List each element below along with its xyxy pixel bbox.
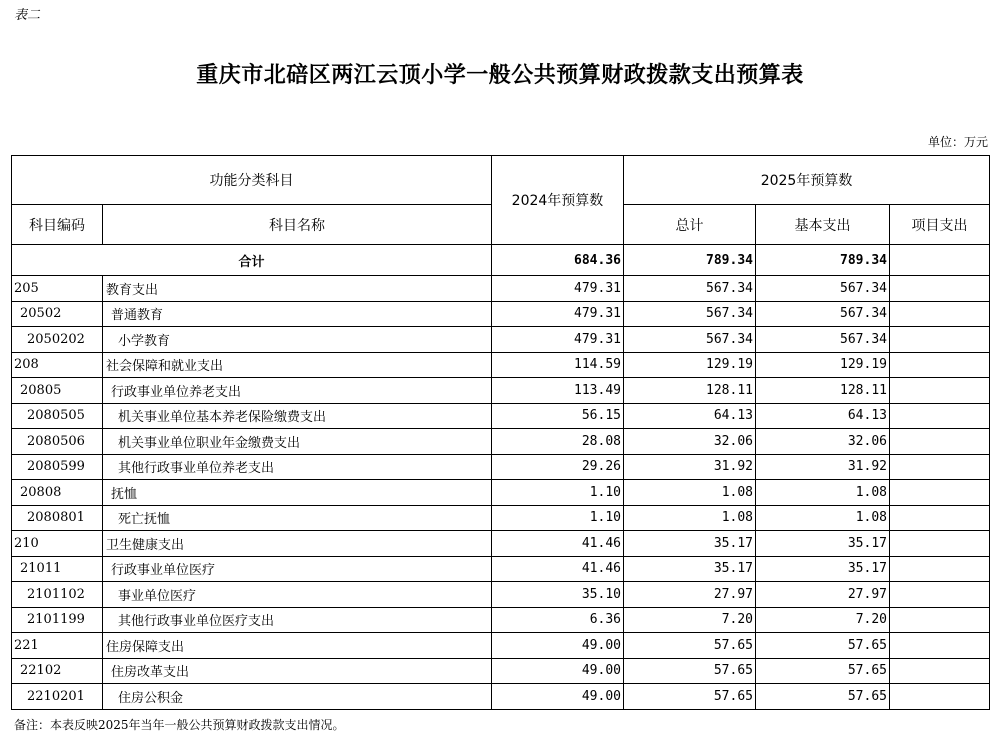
row-basic: 567.34: [756, 327, 890, 353]
row-code: 205: [12, 276, 103, 302]
row-total: 35.17: [624, 556, 756, 582]
total-label: 合计: [12, 245, 492, 276]
row-total: 567.34: [624, 301, 756, 327]
table-row: [12, 607, 990, 633]
row-code: 2210201: [12, 684, 103, 710]
row-code: 2080599: [12, 454, 103, 480]
row-name: 机关事业单位基本养老保险缴费支出: [103, 403, 492, 429]
row-total: 57.65: [624, 633, 756, 659]
table-row: [12, 301, 990, 327]
table-row: [12, 378, 990, 404]
table-row: [12, 531, 990, 557]
row-b2024: 479.31: [492, 276, 624, 302]
row-basic: 567.34: [756, 276, 890, 302]
row-total: 32.06: [624, 429, 756, 455]
row-total: 64.13: [624, 403, 756, 429]
total-b2024: 684.36: [492, 245, 624, 276]
row-basic: 1.08: [756, 480, 890, 506]
row-name: 机关事业单位职业年金缴费支出: [103, 429, 492, 455]
header-basic: 基本支出: [756, 205, 890, 245]
header-code: 科目编码: [12, 205, 103, 245]
row-b2024: 479.31: [492, 327, 624, 353]
row-name: 住房改革支出: [103, 658, 492, 684]
row-b2024: 29.26: [492, 454, 624, 480]
row-project: [890, 301, 990, 327]
row-code: 2101102: [12, 582, 103, 608]
row-basic: 7.20: [756, 607, 890, 633]
row-total: 35.17: [624, 531, 756, 557]
row-total: 567.34: [624, 327, 756, 353]
table-row: [12, 633, 990, 659]
row-b2024: 6.36: [492, 607, 624, 633]
row-name: 其他行政事业单位养老支出: [103, 454, 492, 480]
row-code: 21011: [12, 556, 103, 582]
row-b2024: 479.31: [492, 301, 624, 327]
row-b2024: 28.08: [492, 429, 624, 455]
header-function-category: 功能分类科目: [12, 156, 492, 205]
row-b2024: 49.00: [492, 633, 624, 659]
row-code: 210: [12, 531, 103, 557]
row-name: 行政事业单位养老支出: [103, 378, 492, 404]
row-total: 128.11: [624, 378, 756, 404]
total-total: 789.34: [624, 245, 756, 276]
row-code: 20808: [12, 480, 103, 506]
row-code: 2080801: [12, 505, 103, 531]
row-name: 行政事业单位医疗: [103, 556, 492, 582]
row-b2024: 41.46: [492, 556, 624, 582]
row-project: [890, 454, 990, 480]
row-basic: 567.34: [756, 301, 890, 327]
row-name: 教育支出: [103, 276, 492, 302]
table-row: [12, 276, 990, 302]
row-project: [890, 403, 990, 429]
header-name: 科目名称: [103, 205, 492, 245]
table-row: [12, 480, 990, 506]
row-project: [890, 556, 990, 582]
row-total: 1.08: [624, 505, 756, 531]
row-project: [890, 505, 990, 531]
row-basic: 57.65: [756, 658, 890, 684]
table-row: [12, 582, 990, 608]
row-code: 20502: [12, 301, 103, 327]
row-name: 死亡抚恤: [103, 505, 492, 531]
row-total: 57.65: [624, 684, 756, 710]
row-name: 事业单位医疗: [103, 582, 492, 608]
row-project: [890, 352, 990, 378]
row-b2024: 113.49: [492, 378, 624, 404]
row-b2024: 1.10: [492, 505, 624, 531]
header-total: 总计: [624, 205, 756, 245]
table-row: [12, 327, 990, 353]
row-b2024: 114.59: [492, 352, 624, 378]
row-basic: 27.97: [756, 582, 890, 608]
row-b2024: 49.00: [492, 658, 624, 684]
budget-table: [11, 155, 990, 710]
row-basic: 57.65: [756, 633, 890, 659]
row-basic: 64.13: [756, 403, 890, 429]
row-name: 普通教育: [103, 301, 492, 327]
row-total: 27.97: [624, 582, 756, 608]
row-total: 7.20: [624, 607, 756, 633]
table-number-label: 表二: [14, 8, 41, 23]
row-total: 567.34: [624, 276, 756, 302]
row-code: 208: [12, 352, 103, 378]
row-project: [890, 607, 990, 633]
row-total: 57.65: [624, 658, 756, 684]
table-row: [12, 403, 990, 429]
table-body: [12, 245, 990, 710]
row-b2024: 35.10: [492, 582, 624, 608]
row-project: [890, 378, 990, 404]
table-row: [12, 352, 990, 378]
row-total: 31.92: [624, 454, 756, 480]
row-code: 20805: [12, 378, 103, 404]
row-basic: 57.65: [756, 684, 890, 710]
row-project: [890, 480, 990, 506]
row-name: 社会保障和就业支出: [103, 352, 492, 378]
total-row: [12, 245, 990, 276]
row-name: 住房公积金: [103, 684, 492, 710]
row-code: 2080505: [12, 403, 103, 429]
row-b2024: 49.00: [492, 684, 624, 710]
row-project: [890, 633, 990, 659]
row-total: 129.19: [624, 352, 756, 378]
row-project: [890, 531, 990, 557]
row-project: [890, 429, 990, 455]
row-name: 抚恤: [103, 480, 492, 506]
table-row: [12, 658, 990, 684]
row-basic: 129.19: [756, 352, 890, 378]
row-basic: 1.08: [756, 505, 890, 531]
row-basic: 35.17: [756, 556, 890, 582]
row-basic: 35.17: [756, 531, 890, 557]
row-b2024: 56.15: [492, 403, 624, 429]
total-basic: 789.34: [756, 245, 890, 276]
table-row: [12, 505, 990, 531]
row-code: 22102: [12, 658, 103, 684]
row-project: [890, 327, 990, 353]
row-code: 2050202: [12, 327, 103, 353]
row-basic: 128.11: [756, 378, 890, 404]
row-project: [890, 582, 990, 608]
row-b2024: 1.10: [492, 480, 624, 506]
footnote: 备注：本表反映2025年当年一般公共预算财政拨款支出情况。: [14, 718, 345, 732]
header-budget-2025: 2025年预算数: [624, 156, 990, 205]
row-basic: 32.06: [756, 429, 890, 455]
row-code: 2080506: [12, 429, 103, 455]
row-name: 住房保障支出: [103, 633, 492, 659]
row-code: 221: [12, 633, 103, 659]
header-budget-2024: 2024年预算数: [492, 156, 624, 245]
row-b2024: 41.46: [492, 531, 624, 557]
row-name: 卫生健康支出: [103, 531, 492, 557]
header-project: 项目支出: [890, 205, 990, 245]
row-project: [890, 684, 990, 710]
row-project: [890, 276, 990, 302]
page-title: 重庆市北碚区两江云顶小学一般公共预算财政拨款支出预算表: [196, 62, 804, 88]
table-row: [12, 454, 990, 480]
table-row: [12, 429, 990, 455]
table-row: [12, 684, 990, 710]
unit-label: 单位：万元: [927, 135, 988, 149]
row-code: 2101199: [12, 607, 103, 633]
table-row: [12, 556, 990, 582]
row-total: 1.08: [624, 480, 756, 506]
row-name: 小学教育: [103, 327, 492, 353]
total-project: [890, 245, 990, 276]
row-project: [890, 658, 990, 684]
row-name: 其他行政事业单位医疗支出: [103, 607, 492, 633]
row-basic: 31.92: [756, 454, 890, 480]
